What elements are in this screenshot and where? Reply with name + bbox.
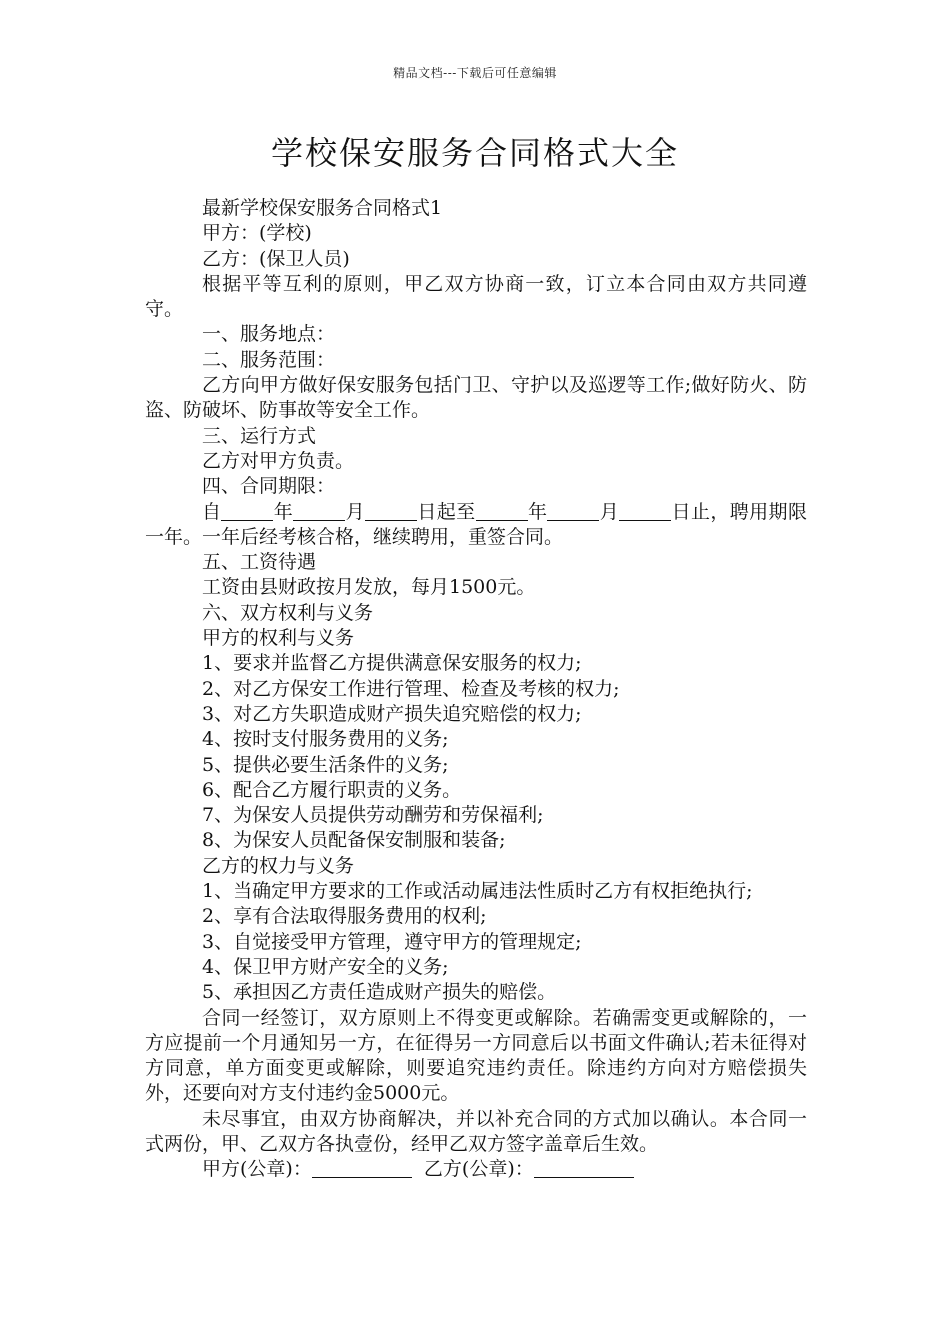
blank-field [476,502,528,521]
list-item: 3、对乙方失职造成财产损失追究赔偿的权力; [202,702,582,725]
clause-heading: 四、合同期限： [202,475,336,498]
term-text: 月 [345,500,365,523]
sub-heading: 甲方的权利与义务 [202,627,355,650]
party-b-signature-field[interactable] [534,1159,634,1178]
document-title: 学校保安服务合同格式大全 [270,134,679,172]
sub-heading: 乙方的权力与义务 [202,854,355,877]
clause-heading: 六、双方权利与义务 [202,601,374,624]
list-item: 4、保卫甲方财产安全的义务; [202,955,449,978]
blank-field [365,502,417,521]
term-text: 日起至 [417,500,476,523]
preamble-paragraph: 根据平等互利的原则，甲乙双方协商一致，订立本合同由双方共同遵守。 [145,272,807,321]
list-item: 1、当确定甲方要求的工作或活动属违法性质时乙方有权拒绝执行; [202,880,753,903]
clause-text: 乙方对甲方负责。 [202,449,355,472]
list-item: 2、对乙方保安工作进行管理、检查及考核的权力; [202,677,620,700]
clause-heading: 三、运行方式 [202,424,317,447]
list-item: 8、为保安人员配备保安制服和装备; [202,829,506,852]
list-item: 7、为保安人员提供劳动酬劳和劳保福利; [202,804,544,827]
modification-paragraph: 合同一经签订，双方原则上不得变更或解除。若确需变更或解除的，一方应提前一个月通知另一方，在征得另一方同意后以书面文件确认;若未征得对方同意，单方面变更或解除，则要追究违约责任。除违约方向对方赔偿损失外，还要向对方支付违约金5000元。 [145,1006,807,1105]
party-b-seal-label: 乙方(公章)： [423,1158,534,1181]
document-body [145,196,807,1183]
clause-text: 工资由县财政按月发放，每月1500元。 [202,576,536,599]
clause-heading: 二、服务范围： [202,348,336,371]
term-text: 年 [527,500,548,523]
closing-paragraph: 未尽事宜，由双方协商解决，并以补充合同的方式加以确认。本合同一式两份，甲、乙双方各执壹份，经甲乙双方签字盖章后生效。 [145,1107,807,1155]
list-item: 2、享有合法取得服务费用的权利; [202,905,487,928]
party-a-seal-label: 甲方(公章)： [202,1158,312,1181]
clause-heading: 五、工资待遇 [202,551,317,574]
blank-field [221,502,273,521]
list-item: 3、自觉接受甲方管理，遵守甲方的管理规定; [202,930,582,953]
list-item: 5、承担因乙方责任造成财产损失的赔偿。 [202,981,557,1004]
party-b-line: 乙方：(保卫人员) [202,247,350,270]
blank-field [293,502,345,521]
party-a-signature-field[interactable] [312,1159,412,1178]
header-note: 精品文档---下载后可任意编辑 [393,66,557,80]
party-a-line: 甲方：(学校) [202,222,312,245]
blank-field [547,502,599,521]
term-text: 月 [599,500,620,523]
signature-line [145,1157,807,1182]
list-item: 6、配合乙方履行职责的义务。 [202,778,462,801]
term-text: 自 [202,500,222,523]
clause-heading: 一、服务地点： [202,323,336,346]
term-text: 日止，聘用期限一年。一年后经考核合格，继续聘用，重签合同。 [145,500,807,548]
list-item: 4、按时支付服务费用的义务; [202,728,449,751]
service-scope-paragraph: 乙方向甲方做好保安服务包括门卫、守护以及巡逻等工作;做好防火、防盗、防破坏、防事故等安全工作。 [145,374,807,422]
blank-field [619,502,671,521]
contract-term-paragraph [145,500,807,551]
list-item: 5、提供必要生活条件的义务; [202,753,449,776]
list-item: 1、要求并监督乙方提供满意保安服务的权力; [202,652,582,675]
section-heading: 最新学校保安服务合同格式1 [202,197,443,219]
term-text: 年 [273,500,294,523]
